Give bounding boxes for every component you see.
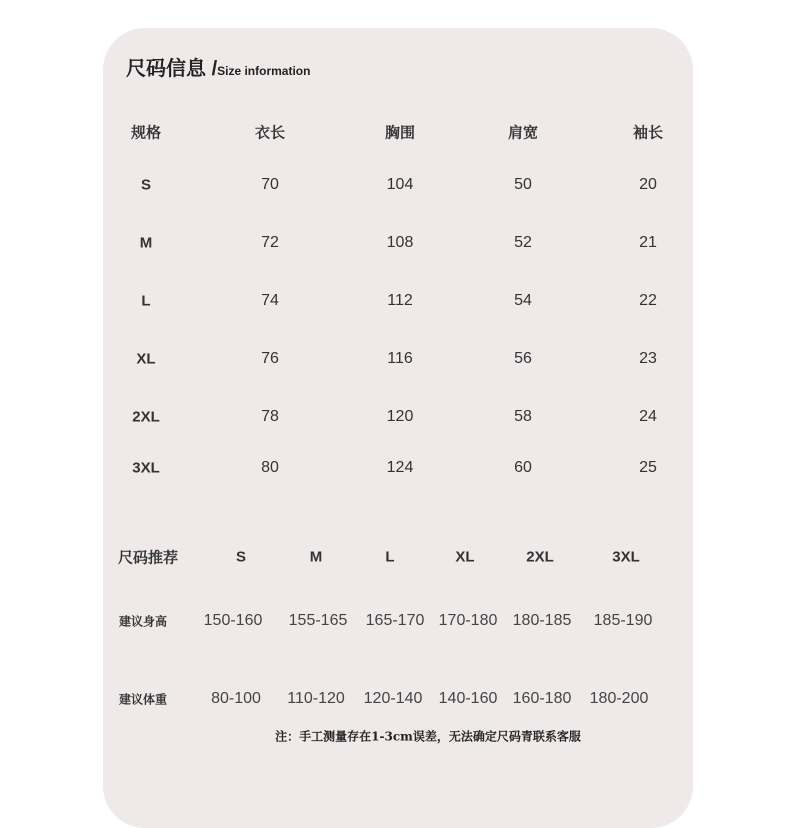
table-cell: 60 <box>514 459 532 476</box>
table-cell: 21 <box>639 234 657 251</box>
height-range: 170-180 <box>438 612 498 629</box>
size-label: S <box>140 176 152 194</box>
column-header: 衣长 <box>254 124 286 142</box>
table-cell: 58 <box>514 408 532 425</box>
table-cell: 124 <box>386 459 414 476</box>
title-en: Size information <box>217 64 311 78</box>
weight-label: 建议体重 <box>118 692 168 707</box>
table-cell: 108 <box>386 234 414 251</box>
note-text: 注：手工测量存在1-3cm误差，无法确定尺码青联系客服 <box>275 729 581 744</box>
column-header: 规格 <box>130 124 162 142</box>
recommend-label: 尺码推荐 <box>117 549 179 567</box>
size-chart-card <box>103 28 693 828</box>
table-cell: 76 <box>261 350 279 367</box>
height-range: 165-170 <box>365 612 425 629</box>
recommend-size: S <box>235 548 247 566</box>
table-cell: 50 <box>514 176 532 193</box>
recommend-size: 2XL <box>526 548 554 566</box>
size-label: XL <box>136 350 156 368</box>
weight-range: 110-120 <box>287 690 345 707</box>
height-range: 180-185 <box>512 612 572 629</box>
table-cell: 20 <box>639 176 657 193</box>
weight-range: 80-100 <box>211 690 261 707</box>
table-cell: 24 <box>639 408 657 425</box>
height-range: 150-160 <box>203 612 263 629</box>
column-header: 胸围 <box>384 124 416 142</box>
table-cell: 56 <box>514 350 532 367</box>
table-cell: 74 <box>261 292 279 309</box>
title-cn: 尺码信息 <box>126 58 206 80</box>
column-header: 袖长 <box>632 124 664 142</box>
page-title <box>126 52 310 81</box>
size-label: 3XL <box>132 459 160 477</box>
table-cell: 112 <box>387 292 413 309</box>
recommend-size: 3XL <box>612 548 640 566</box>
recommend-size: L <box>385 548 395 566</box>
height-label: 建议身高 <box>118 614 168 629</box>
table-cell: 120 <box>386 408 414 425</box>
weight-range: 140-160 <box>438 690 498 707</box>
height-range: 185-190 <box>593 612 653 629</box>
table-cell: 22 <box>639 292 657 309</box>
weight-range: 160-180 <box>512 690 572 707</box>
weight-range: 180-200 <box>589 690 649 707</box>
table-cell: 72 <box>261 234 279 251</box>
table-cell: 80 <box>261 459 279 476</box>
table-cell: 104 <box>386 176 414 193</box>
table-cell: 52 <box>514 234 532 251</box>
column-header: 肩宽 <box>507 124 539 142</box>
table-cell: 78 <box>261 408 279 425</box>
weight-range: 120-140 <box>363 690 423 707</box>
table-cell: 116 <box>387 350 413 367</box>
title-separator: / <box>211 58 218 80</box>
size-label: L <box>141 292 151 310</box>
table-cell: 70 <box>261 176 279 193</box>
recommend-size: XL <box>455 548 475 566</box>
size-label: M <box>139 234 153 252</box>
table-cell: 25 <box>639 459 657 476</box>
table-cell: 23 <box>639 350 657 367</box>
size-label: 2XL <box>132 408 160 426</box>
height-range: 155-165 <box>288 612 348 629</box>
table-cell: 54 <box>514 292 532 309</box>
recommend-size: M <box>309 548 323 566</box>
